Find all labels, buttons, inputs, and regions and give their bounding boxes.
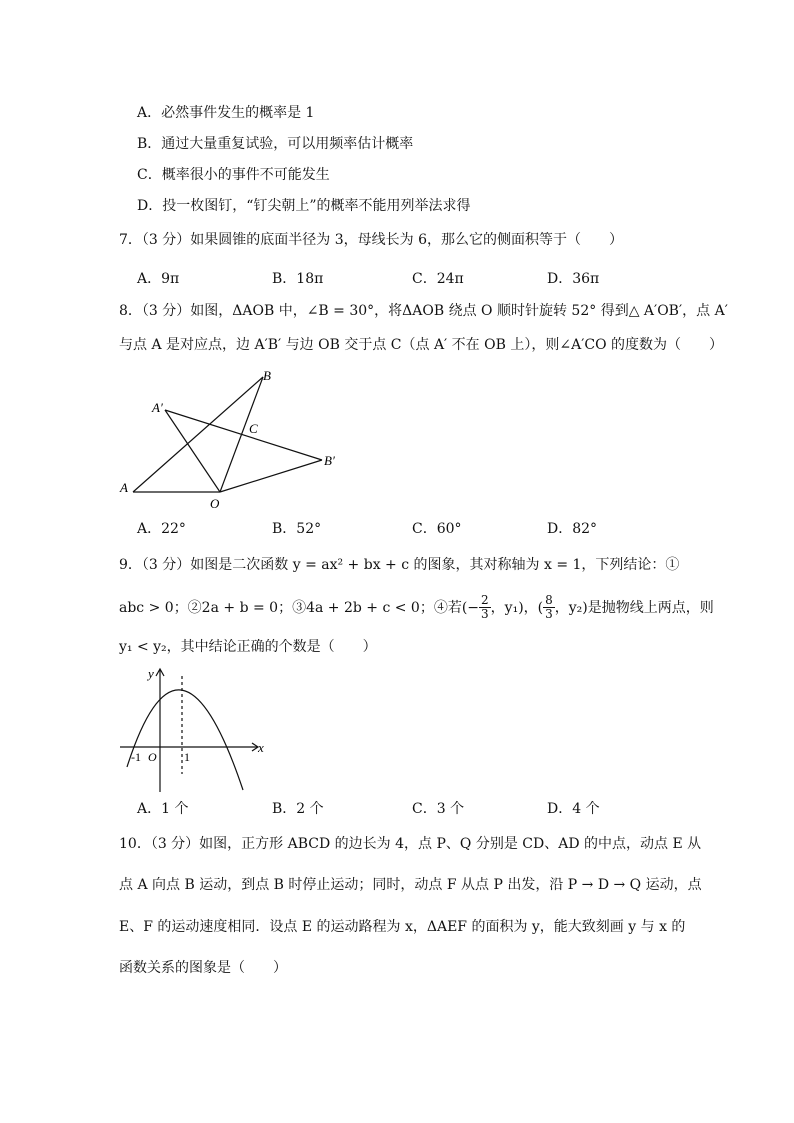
q7-stem: 7．（3 分）如果圆锥的底面半径为 3，母线长为 6，那么它的侧面积等于（ ）: [119, 232, 623, 248]
q7-option-d: D．36π: [547, 271, 600, 287]
q8-segment-ob1: [220, 460, 322, 492]
q9-stem-line2-part-b: ，y₁)，(: [490, 599, 544, 616]
q10-stem-line3: E、F 的运动速度相同．设点 E 的运动路程为 x，ΔAEF 的面积为 y，能大致刻画 y 与 x 的: [119, 919, 686, 935]
q7-option-a: A．9π: [137, 271, 180, 287]
q9-parabola-curve: [127, 690, 243, 790]
q10-stem-line4: 函数关系的图象是（ ）: [119, 960, 287, 976]
q6-option-c: C．概率很小的事件不可能发生: [137, 167, 330, 183]
q9-fraction2-denominator: 3: [545, 607, 553, 621]
q8-label-b-prime: B′: [324, 453, 335, 468]
q8-triangle-figure: [110, 365, 350, 515]
q9-fraction1-denominator: 3: [481, 607, 489, 621]
q9-option-a: A．1 个: [137, 801, 189, 817]
q6-option-a: A．必然事件发生的概率是 1: [137, 105, 315, 121]
q8-stem-line1: 8．（3 分）如图，ΔAOB 中，∠B = 30°，将ΔAOB 绕点 O 顺时针旋转 52° 得到△ A′OB′，点 A′: [119, 303, 728, 319]
q8-option-d: D．82°: [547, 521, 598, 537]
q10-stem-line1: 10．（3 分）如图，正方形 ABCD 的边长为 4，点 P、Q 分别是 CD、AD 的中点，动点 E 从: [119, 836, 702, 852]
q9-label-x: x: [258, 740, 264, 755]
q8-label-c: C: [249, 421, 258, 436]
q9-label-origin: O: [148, 750, 157, 764]
q8-label-a-prime: A′: [152, 400, 163, 415]
q9-stem-line1: 9．（3 分）如图是二次函数 y = ax² + bx + c 的图象，其对称轴为 x = 1，下列结论：①: [119, 557, 680, 573]
q8-option-a: A．22°: [137, 521, 186, 537]
q9-stem-line2-part-a: abc > 0；②2a + b = 0；③4a + 2b + c < 0；④若(−: [119, 599, 480, 616]
q9-parabola-figure: [115, 662, 280, 794]
q9-label-y: y: [148, 666, 154, 681]
q9-fraction-eight-thirds: [543, 594, 555, 621]
q9-stem-line2: [119, 594, 714, 621]
q6-option-d: D．投一枚图钉，“钉尖朝上”的概率不能用列举法求得: [137, 198, 471, 214]
q9-fraction1-numerator: 2: [481, 593, 489, 607]
q9-fraction-two-thirds: [479, 594, 491, 621]
q8-label-a: A: [120, 480, 128, 495]
q6-option-b: B．通过大量重复试验，可以用频率估计概率: [137, 136, 414, 152]
q9-label-one: 1: [184, 750, 190, 764]
q8-label-o: O: [210, 496, 220, 511]
q9-stem-line3: y₁ < y₂，其中结论正确的个数是（ ）: [119, 639, 377, 655]
q9-fraction2-numerator: 8: [545, 593, 553, 607]
q9-option-d: D．4 个: [547, 801, 600, 817]
q8-option-b: B．52°: [272, 521, 322, 537]
q7-option-b: B．18π: [272, 271, 324, 287]
q8-segment-a1b1: [165, 410, 322, 460]
q8-option-c: C．60°: [412, 521, 462, 537]
q9-option-c: C．3 个: [412, 801, 465, 817]
q10-stem-line2: 点 A 向点 B 运动，到点 B 时停止运动；同时，动点 F 从点 P 出发，沿 P → D → Q 运动，点: [119, 877, 702, 893]
q7-option-c: C．24π: [412, 271, 464, 287]
q9-option-b: B．2 个: [272, 801, 324, 817]
q9-label-neg1: -1: [131, 750, 141, 764]
q8-label-b: B: [263, 368, 271, 383]
q8-stem-line2: 与点 A 是对应点，边 A′B′ 与边 OB 交于点 C（点 A′ 不在 OB 上），则∠A′CO 的度数为（ ）: [119, 337, 724, 353]
q9-stem-line2-part-c: ，y₂)是抛物线上两点，则: [554, 599, 714, 616]
